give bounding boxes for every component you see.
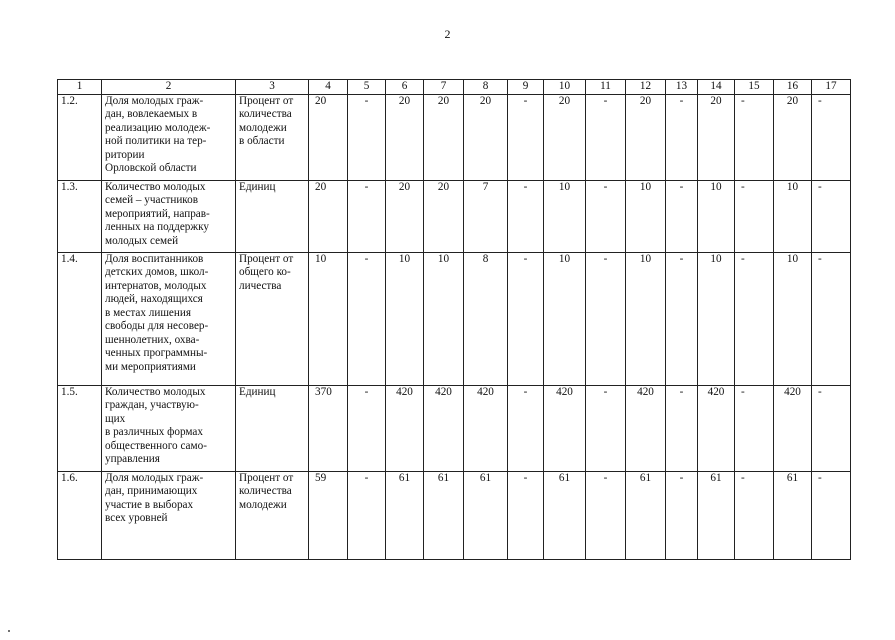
column-header: 4	[309, 80, 348, 95]
value-cell: 59	[309, 471, 348, 559]
unit-of-measure	[236, 180, 309, 252]
value-cell: -	[735, 385, 774, 471]
value-cell: -	[348, 385, 386, 471]
indicator-name-line: Орловской области	[105, 162, 197, 174]
indicator-name-line: ритории	[105, 148, 145, 161]
value-cell: -	[508, 385, 544, 471]
value-cell: 20	[424, 94, 464, 180]
value-cell: 10	[698, 180, 735, 252]
column-header: 3	[236, 80, 309, 95]
unit-line: Процент от	[239, 252, 294, 265]
header-row	[58, 80, 851, 95]
indicator-name-line: общественного само-	[105, 439, 207, 452]
indicator-name-line: дан, вовлекаемых в	[105, 108, 198, 120]
indicator-name-line: реализацию молодеж-	[105, 121, 211, 134]
value-cell: 20	[309, 94, 348, 180]
column-header: 12	[626, 80, 666, 95]
table-row	[58, 94, 851, 180]
indicator-name-line: всех уровней	[105, 512, 168, 524]
value-cell: -	[348, 94, 386, 180]
value-cell: 420	[626, 385, 666, 471]
indicator-name-line: в местах лишения	[105, 306, 192, 319]
indicator-name-line: в различных формах	[105, 426, 203, 438]
row-number: 1.6.	[58, 471, 102, 559]
value-cell: 20	[386, 94, 424, 180]
indicator-name-line: ми мероприятиями	[105, 360, 196, 373]
table-row	[58, 471, 851, 559]
unit-line: молодежи	[239, 498, 287, 511]
indicator-name-line: управления	[105, 453, 160, 465]
value-cell: -	[812, 180, 851, 252]
unit-line: Единиц	[239, 385, 276, 398]
indicator-name-line: свободы для несовер-	[105, 320, 209, 332]
value-cell: -	[812, 385, 851, 471]
column-header: 16	[774, 80, 812, 95]
column-header: 14	[698, 80, 735, 95]
indicator-name-line: шеннолетних, охва-	[105, 333, 200, 346]
table-row	[58, 180, 851, 252]
unit-of-measure	[236, 94, 309, 180]
value-cell: 61	[626, 471, 666, 559]
unit-line: количества	[239, 485, 292, 497]
value-cell: -	[348, 471, 386, 559]
column-header: 13	[666, 80, 698, 95]
column-header: 6	[386, 80, 424, 95]
unit-line: количества	[239, 108, 292, 120]
value-cell: -	[508, 94, 544, 180]
value-cell: -	[508, 471, 544, 559]
value-cell: 20	[386, 180, 424, 252]
value-cell: 420	[424, 385, 464, 471]
indicator-name-line: щих	[105, 412, 126, 425]
unit-of-measure	[236, 471, 309, 559]
indicator-name-line: интернатов, молодых	[105, 279, 207, 292]
indicator-name-line: ченных программны-	[105, 347, 208, 359]
indicator-name	[102, 252, 236, 385]
value-cell: -	[666, 180, 698, 252]
indicator-name-line: Доля молодых граж-	[105, 94, 204, 107]
indicator-name-line: мероприятий, направ-	[105, 207, 210, 220]
indicator-name-line: участие в выборах	[105, 498, 194, 511]
indicator-name-line: молодых семей	[105, 234, 179, 247]
row-number: 1.3.	[58, 180, 102, 252]
indicator-name-line: семей – участников	[105, 194, 199, 206]
column-header: 9	[508, 80, 544, 95]
indicator-name-line: Доля молодых граж-	[105, 471, 204, 484]
indicator-name	[102, 385, 236, 471]
indicator-name-line: граждан, участвую-	[105, 399, 199, 411]
value-cell: 20	[544, 94, 586, 180]
value-cell: 7	[464, 180, 508, 252]
column-header: 10	[544, 80, 586, 95]
indicator-name	[102, 94, 236, 180]
value-cell: 10	[544, 180, 586, 252]
column-header: 7	[424, 80, 464, 95]
indicator-name	[102, 180, 236, 252]
value-cell: 8	[464, 252, 508, 385]
indicator-name-line: Доля воспитанников	[105, 252, 204, 265]
value-cell: 61	[698, 471, 735, 559]
scan-speck	[8, 630, 10, 632]
value-cell: -	[666, 252, 698, 385]
indicator-name-line: Количество молодых	[105, 385, 206, 398]
value-cell: -	[586, 252, 626, 385]
value-cell: 10	[309, 252, 348, 385]
unit-line: в области	[239, 135, 285, 147]
value-cell: 20	[464, 94, 508, 180]
row-number: 1.4.	[58, 252, 102, 385]
unit-of-measure	[236, 252, 309, 385]
value-cell: 420	[386, 385, 424, 471]
value-cell: 61	[386, 471, 424, 559]
value-cell: 20	[424, 180, 464, 252]
column-header: 8	[464, 80, 508, 95]
value-cell: 420	[698, 385, 735, 471]
indicator-name-line: ленных на поддержку	[105, 221, 209, 233]
value-cell: -	[348, 180, 386, 252]
value-cell: 10	[774, 180, 812, 252]
indicator-name-line: Количество молодых	[105, 180, 206, 193]
unit-line: Процент от	[239, 94, 294, 107]
value-cell: -	[586, 94, 626, 180]
indicator-name-line: дан, принимающих	[105, 485, 198, 497]
value-cell: 10	[544, 252, 586, 385]
value-cell: -	[735, 471, 774, 559]
value-cell: -	[586, 471, 626, 559]
value-cell: 10	[386, 252, 424, 385]
column-header: 5	[348, 80, 386, 95]
value-cell: 10	[424, 252, 464, 385]
value-cell: 61	[464, 471, 508, 559]
table-row	[58, 252, 851, 385]
value-cell: 420	[774, 385, 812, 471]
indicator-name-line: детских домов, школ-	[105, 266, 209, 278]
value-cell: -	[666, 94, 698, 180]
value-cell: -	[812, 471, 851, 559]
unit-of-measure	[236, 385, 309, 471]
indicator-name-line: людей, находящихся	[105, 293, 203, 305]
value-cell: 10	[626, 252, 666, 385]
value-cell: -	[348, 252, 386, 385]
indicators-table	[57, 79, 851, 560]
value-cell: 61	[424, 471, 464, 559]
value-cell: 20	[698, 94, 735, 180]
value-cell: -	[508, 180, 544, 252]
column-header: 2	[102, 80, 236, 95]
table-row	[58, 385, 851, 471]
column-header: 11	[586, 80, 626, 95]
value-cell: -	[586, 180, 626, 252]
value-cell: -	[735, 180, 774, 252]
row-number: 1.2.	[58, 94, 102, 180]
value-cell: -	[812, 94, 851, 180]
column-header: 17	[812, 80, 851, 95]
row-number: 1.5.	[58, 385, 102, 471]
value-cell: 370	[309, 385, 348, 471]
value-cell: 420	[544, 385, 586, 471]
value-cell: 61	[544, 471, 586, 559]
value-cell: -	[735, 252, 774, 385]
value-cell: 10	[774, 252, 812, 385]
indicator-name	[102, 471, 236, 559]
value-cell: 20	[309, 180, 348, 252]
value-cell: -	[666, 385, 698, 471]
value-cell: -	[508, 252, 544, 385]
unit-line: общего ко-	[239, 266, 291, 278]
value-cell: 10	[698, 252, 735, 385]
unit-line: Единиц	[239, 180, 276, 193]
value-cell: 10	[626, 180, 666, 252]
unit-line: молодежи	[239, 121, 287, 134]
column-header: 1	[58, 80, 102, 95]
value-cell: 420	[464, 385, 508, 471]
value-cell: 61	[774, 471, 812, 559]
table-body	[58, 94, 851, 559]
value-cell: -	[735, 94, 774, 180]
unit-line: личества	[239, 279, 282, 292]
value-cell: 20	[626, 94, 666, 180]
value-cell: -	[666, 471, 698, 559]
value-cell: -	[586, 385, 626, 471]
value-cell: -	[812, 252, 851, 385]
unit-line: Процент от	[239, 471, 294, 484]
page-number: 2	[444, 27, 451, 41]
column-header: 15	[735, 80, 774, 95]
indicator-name-line: ной политики на тер-	[105, 135, 207, 147]
value-cell: 20	[774, 94, 812, 180]
